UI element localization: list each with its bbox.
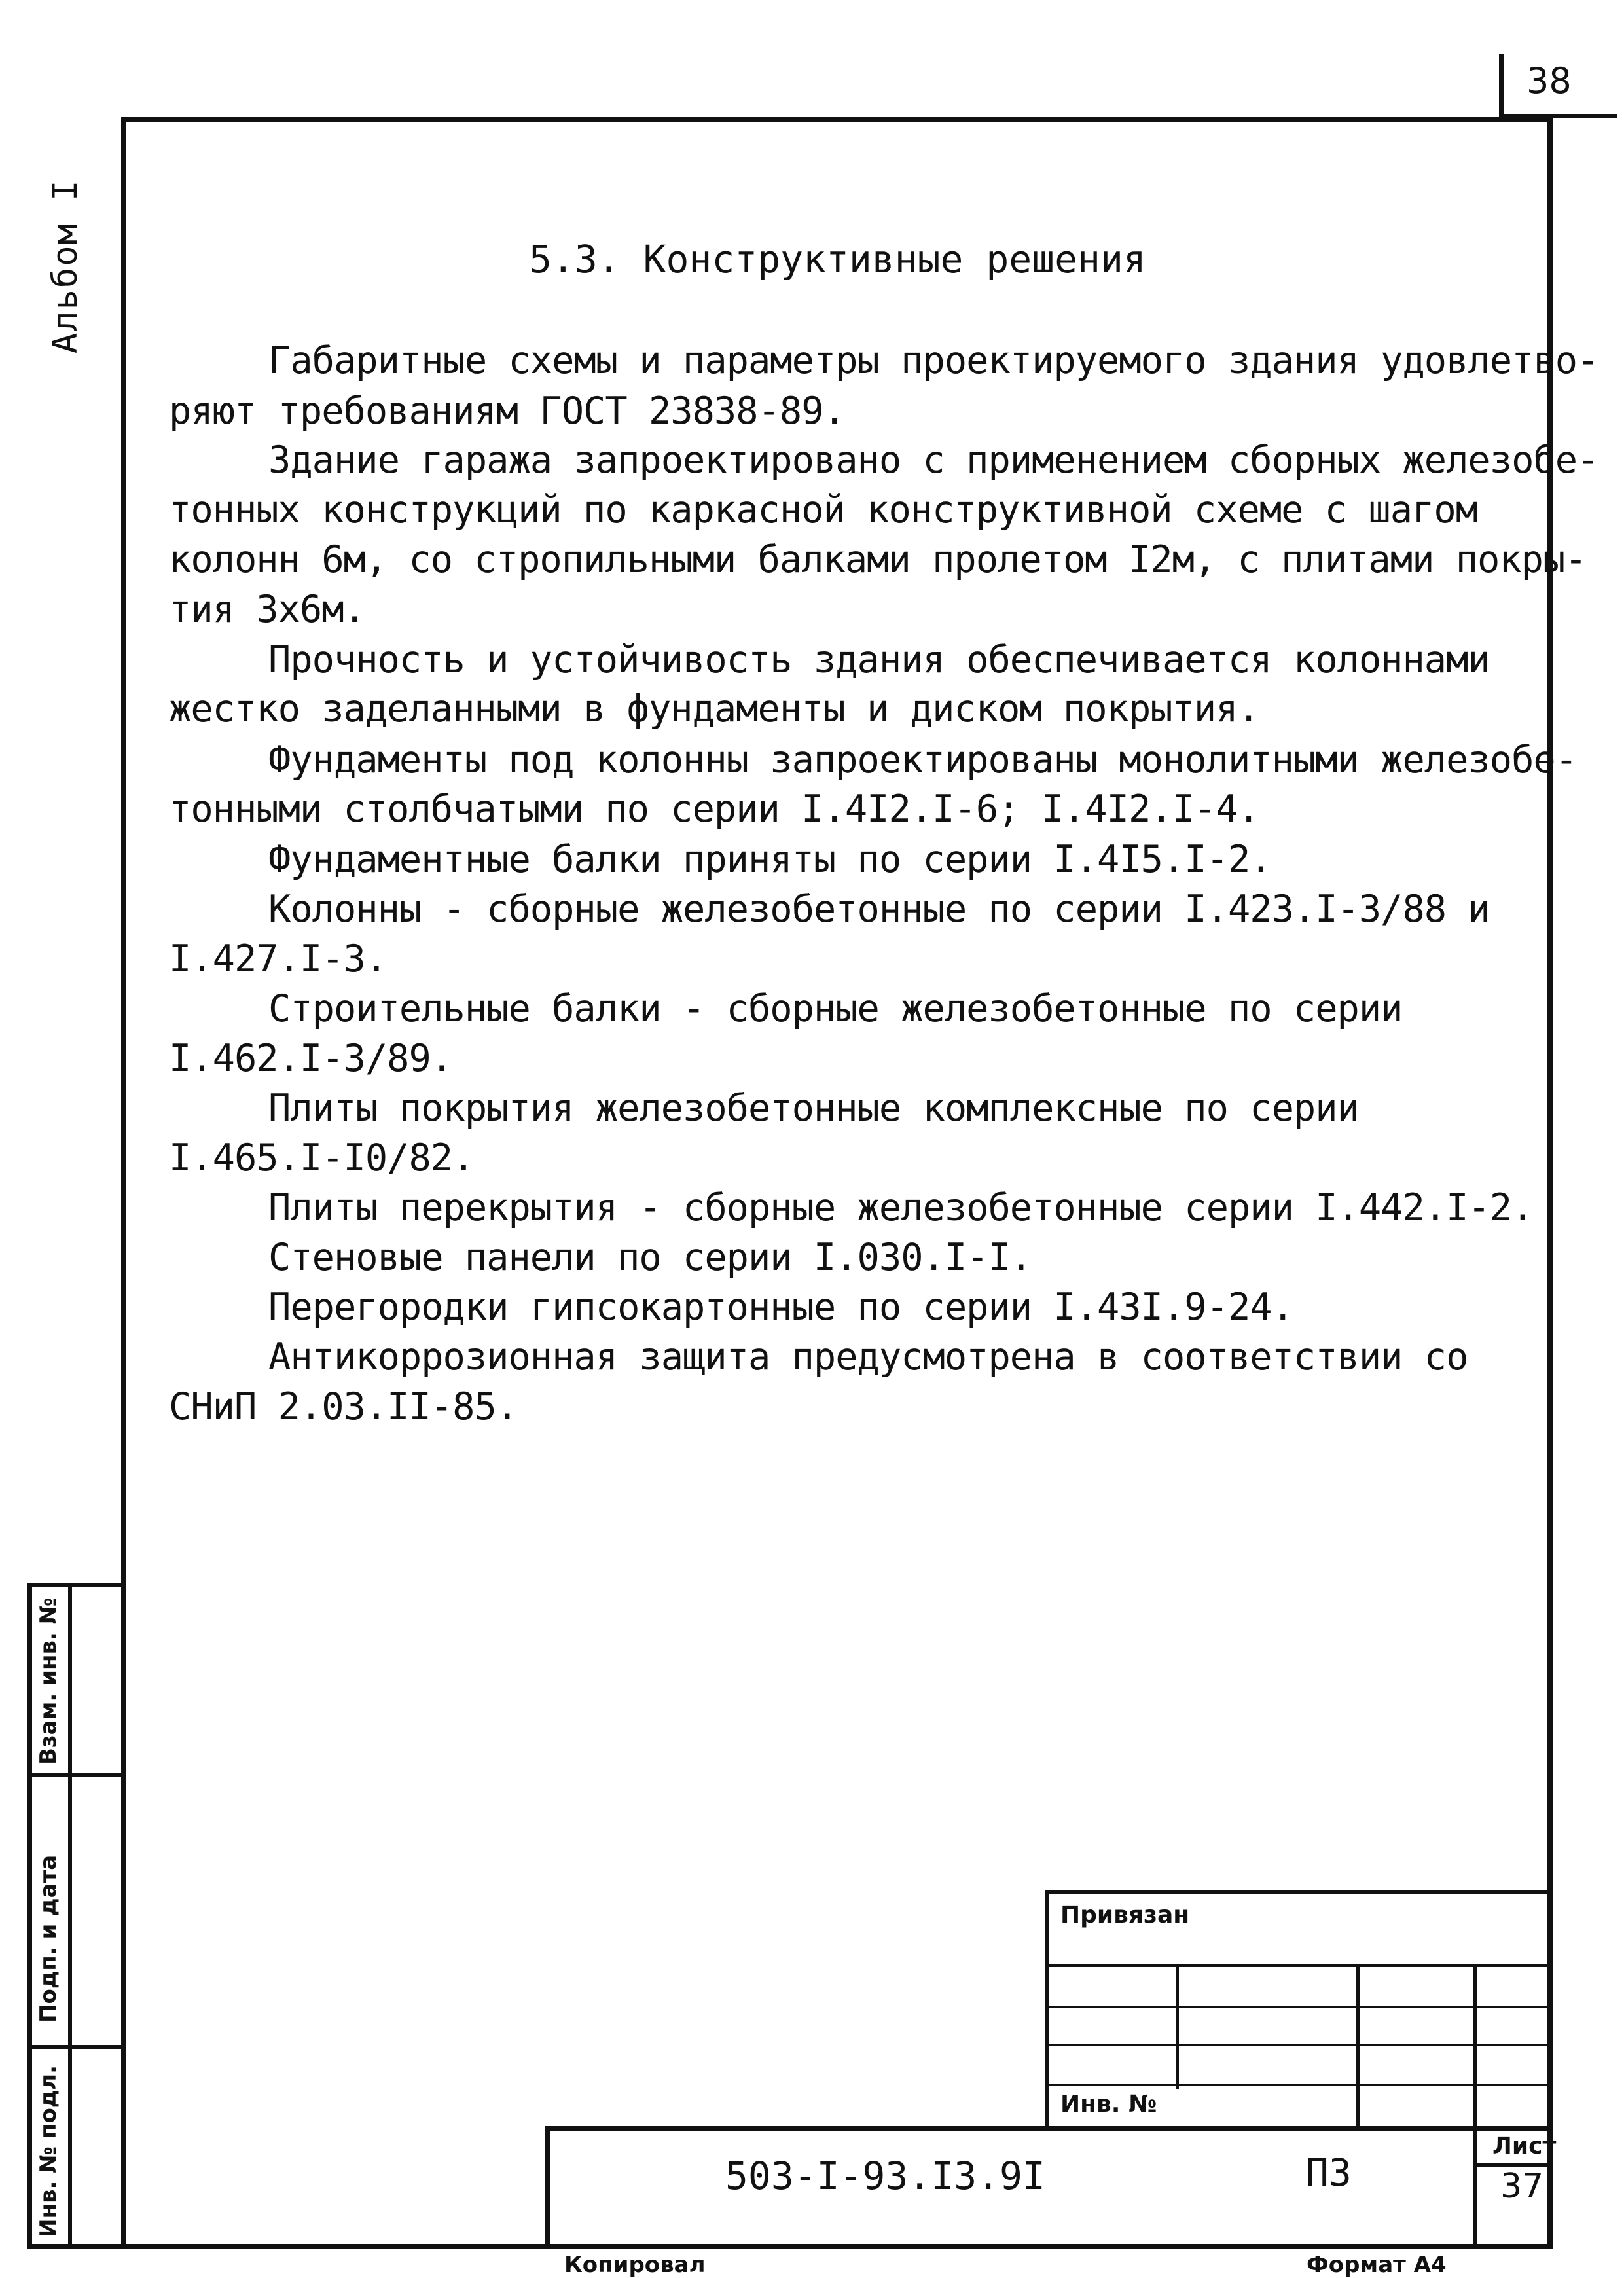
body-line: тонных конструкций по каркасной конструктивной схеме с шагом [169,488,1478,532]
body-line: жестко заделанными в фундаменты и диском покрытия. [169,687,1259,731]
tb-upper-top-border [1045,1890,1553,1894]
inv-label: Инв. № [1060,2091,1157,2118]
page-number-divider [1499,54,1504,119]
tb-col-line [1473,1964,1477,2249]
body-line: Стеновые панели по серии I.030.I-I. [268,1236,1032,1279]
document-type: ПЗ [1306,2150,1352,2195]
body-line: I.465.I-I0/82. [169,1136,475,1180]
body-line: Строительные балки - сборные железобетонные по серии [268,987,1403,1030]
body-line: Здание гаража запроектировано с применением сборных железобе- [268,439,1599,482]
body-line: Плиты перекрытия - сборные железобетонные серии I.442.I-2. [268,1186,1534,1229]
tb-col-line [1176,1964,1179,2089]
body-line: Фундаментные балки приняты по серии I.4I5.I-2. [268,838,1272,881]
format-label: Формат А4 [1307,2252,1447,2278]
drawing-frame [121,117,1553,2249]
page-number-box [1499,54,1617,119]
left-margin-stamp [27,1583,124,2249]
body-line: Колонны - сборные железобетонные по серии I.423.I-3/88 и [268,888,1490,931]
tb-upper-left-border [1045,1890,1049,2131]
body-line: ряют требованиям ГОСТ 23838-89. [169,389,845,433]
body-line: Фундаменты под колонны запроектированы монолитными железобе- [268,738,1578,782]
body-line: Прочность и устойчивость здания обеспечивается колоннами [268,638,1490,681]
body-line: тия 3х6м. [169,588,365,631]
body-line: Антикоррозионная защита предусмотрена в соответствии со [268,1335,1468,1379]
body-line: Габаритные схемы и параметры проектируемого здания удовлетво- [268,339,1599,382]
body-line: колонн 6м, со стропильными балками пролетом I2м, с плитами покры- [169,538,1587,581]
tb-main-left-border [545,2126,550,2249]
body-line: I.427.I-3. [169,937,388,981]
sheet-number: 37 [1500,2167,1544,2206]
sheet-label: Лист [1492,2133,1557,2160]
tb-col-line [1356,1964,1360,2131]
copied-by-label: Копировал [564,2252,706,2278]
body-line: тонными столбчатыми по серии I.4I2.I-6; I.4I2.I-4. [169,787,1259,831]
sign-date-label: Подп. и дата [35,1854,62,2023]
body-line: I.462.I-3/89. [169,1037,453,1080]
document-code: 503-I-93.I3.9I [725,2154,1045,2198]
body-line: СНиП 2.03.II-85. [169,1385,518,1428]
bound-label: Привязан [1060,1902,1190,1928]
page-number: 38 [1526,60,1572,101]
body-line: Перегородки гипсокартонные по серии I.43I.9-24. [268,1286,1293,1329]
replace-inv-label: Взам. инв. № [35,1597,62,1765]
album-label: Альбом I [46,179,85,353]
tb-main-top-border [545,2126,1553,2131]
body-line: Плиты покрытия железобетонные комплексные по серии [268,1087,1359,1130]
section-heading: 5.3. Конструктивные решения [529,237,1146,281]
orig-inv-label: Инв. № подл. [35,2065,62,2237]
